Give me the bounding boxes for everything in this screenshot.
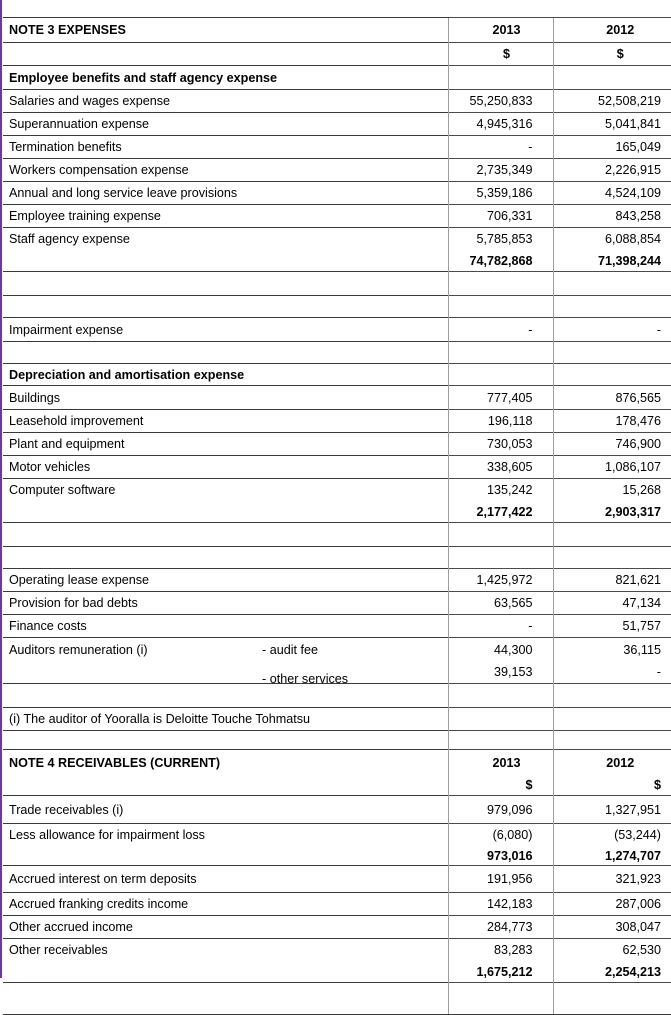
note4-currency-row: [3, 776, 671, 796]
table-row: [3, 456, 671, 479]
subtotal-2012: 1,274,707: [553, 847, 671, 866]
row-label: Leasehold improvement: [3, 410, 448, 433]
note4-title: NOTE 4 RECEIVABLES (CURRENT): [3, 750, 448, 776]
value-2013: 191,956: [448, 866, 553, 893]
spacer-row: [3, 731, 671, 750]
value-2012: 51,757: [553, 615, 671, 638]
value-2012: (53,244): [553, 824, 671, 847]
value-2013: 83,283: [448, 939, 553, 962]
financial-notes-table: [3, 17, 671, 1015]
row-label: Other accrued income: [3, 916, 448, 939]
value-2012: 287,006: [553, 893, 671, 916]
auditors-audit-fee-row: [3, 638, 671, 662]
row-label: Accrued interest on term deposits: [3, 866, 448, 893]
allowance-row: [3, 824, 671, 847]
row-label: Plant and equipment: [3, 433, 448, 456]
employee-total-2012: 71,398,244: [553, 251, 671, 272]
depreciation-total-2013: 2,177,422: [448, 502, 553, 523]
table-row: [3, 159, 671, 182]
row-label: Superannuation expense: [3, 113, 448, 136]
receivables-subtotal-row: [3, 847, 671, 866]
note3-currency-row: [3, 43, 671, 66]
value-2012: 15,268: [553, 479, 671, 502]
receivables-total-2012: 2,254,213: [553, 962, 671, 983]
row-label: Salaries and wages expense: [3, 90, 448, 113]
row-label: Motor vehicles: [3, 456, 448, 479]
value-2013: 979,096: [448, 796, 553, 824]
audit-fee-2012: 36,115: [553, 638, 671, 662]
note3-title: NOTE 3 EXPENSES: [3, 18, 448, 43]
page-left-accent-bar: [0, 0, 2, 978]
value-2013: 135,242: [448, 479, 553, 502]
row-label: Accrued franking credits income: [3, 893, 448, 916]
row-label: Staff agency expense: [3, 228, 448, 251]
spacer-row: [3, 983, 671, 1015]
value-2012: 321,923: [553, 866, 671, 893]
value-2013: 4,945,316: [448, 113, 553, 136]
value-2012: 2,226,915: [553, 159, 671, 182]
value-2013: -: [448, 318, 553, 342]
note3-header-row: [3, 18, 671, 43]
table-row: [3, 113, 671, 136]
value-2013: 730,053: [448, 433, 553, 456]
trade-receivables-row: [3, 796, 671, 824]
footnote-row: [3, 708, 671, 731]
table-row: [3, 479, 671, 502]
impairment-row: [3, 318, 671, 342]
row-label: Employee training expense: [3, 205, 448, 228]
note4-col-2013: 2013: [492, 755, 521, 770]
spacer-row: [3, 684, 671, 708]
row-label: Computer software: [3, 479, 448, 502]
row-label: Impairment expense: [3, 318, 448, 342]
value-2013: 55,250,833: [448, 90, 553, 113]
note3-col-2013: 2013: [492, 23, 521, 37]
value-2013: 777,405: [448, 386, 553, 410]
value-2012: 4,524,109: [553, 182, 671, 205]
table-row: [3, 866, 671, 893]
auditors-other-services-row: [3, 662, 671, 684]
value-2013: 706,331: [448, 205, 553, 228]
note4-currency-2012: $: [553, 776, 671, 796]
row-label: Workers compensation expense: [3, 159, 448, 182]
value-2013: 5,359,186: [448, 182, 553, 205]
employee-heading-row: [3, 66, 671, 90]
row-label: Finance costs: [3, 615, 448, 638]
value-2013: 338,605: [448, 456, 553, 479]
value-2012: 52,508,219: [553, 90, 671, 113]
spacer-row: [3, 296, 671, 318]
note3-currency-2012: $: [616, 47, 624, 61]
table-row: [3, 939, 671, 962]
depreciation-heading: Depreciation and amortisation expense: [3, 364, 448, 386]
receivables-total-2013: 1,675,212: [448, 962, 553, 983]
employee-total-row: [3, 251, 671, 272]
auditor-footnote: (i) The auditor of Yooralla is Deloitte Touche Tohmatsu: [3, 708, 448, 731]
value-2012: 1,327,951: [553, 796, 671, 824]
value-2013: -: [448, 136, 553, 159]
value-2013: 142,183: [448, 893, 553, 916]
note4-col-2012: 2012: [606, 755, 635, 770]
value-2013: (6,080): [448, 824, 553, 847]
row-label: Less allowance for impairment loss: [3, 824, 448, 847]
note3-col-2012: 2012: [606, 23, 635, 37]
note4-currency-2013: $: [448, 776, 553, 796]
row-label: Buildings: [3, 386, 448, 410]
note4-header-row: [3, 750, 671, 776]
value-2013: 5,785,853: [448, 228, 553, 251]
value-2012: 821,621: [553, 569, 671, 592]
row-label: Annual and long service leave provisions: [3, 182, 448, 205]
spacer-row: [3, 342, 671, 364]
row-label: Provision for bad debts: [3, 592, 448, 615]
value-2012: 47,134: [553, 592, 671, 615]
value-2012: 6,088,854: [553, 228, 671, 251]
note3-currency-2013: $: [502, 47, 510, 61]
value-2012: 178,476: [553, 410, 671, 433]
spacer-row: [3, 272, 671, 296]
subtotal-2013: 973,016: [448, 847, 553, 866]
table-row: [3, 182, 671, 205]
depreciation-heading-row: [3, 364, 671, 386]
value-2013: -: [448, 615, 553, 638]
value-2012: 62,530: [553, 939, 671, 962]
other-services-2012: -: [553, 662, 671, 684]
table-row: [3, 228, 671, 251]
other-services-2013: 39,153: [448, 662, 553, 684]
table-row: [3, 893, 671, 916]
value-2012: 746,900: [553, 433, 671, 456]
value-2013: 196,118: [448, 410, 553, 433]
value-2012: 1,086,107: [553, 456, 671, 479]
depreciation-total-row: [3, 502, 671, 523]
row-label: Trade receivables (i): [3, 796, 448, 824]
auditors-label: Auditors remuneration (i): [9, 642, 148, 657]
spacer-row: [3, 547, 671, 569]
table-row: [3, 592, 671, 615]
depreciation-total-2012: 2,903,317: [553, 502, 671, 523]
value-2013: 284,773: [448, 916, 553, 939]
table-row: [3, 90, 671, 113]
value-2012: 308,047: [553, 916, 671, 939]
value-2012: 165,049: [553, 136, 671, 159]
value-2012: -: [553, 318, 671, 342]
receivables-total-row: [3, 962, 671, 983]
value-2013: 63,565: [448, 592, 553, 615]
table-row: [3, 569, 671, 592]
spacer-row: [3, 523, 671, 547]
row-label: Other receivables: [3, 939, 448, 962]
value-2012: 5,041,841: [553, 113, 671, 136]
table-row: [3, 386, 671, 410]
other-services-label: - other services: [262, 672, 349, 687]
table-row: [3, 136, 671, 159]
row-label: Termination benefits: [3, 136, 448, 159]
row-label: Operating lease expense: [3, 569, 448, 592]
value-2013: 2,735,349: [448, 159, 553, 182]
value-2013: 1,425,972: [448, 569, 553, 592]
table-row: [3, 615, 671, 638]
table-row: [3, 205, 671, 228]
table-row: [3, 410, 671, 433]
value-2012: 876,565: [553, 386, 671, 410]
audit-fee-label: - audit fee: [262, 642, 319, 657]
employee-total-2013: 74,782,868: [448, 251, 553, 272]
audit-fee-2013: 44,300: [448, 638, 553, 662]
table-row: [3, 433, 671, 456]
table-row: [3, 916, 671, 939]
employee-heading: Employee benefits and staff agency expense: [3, 66, 448, 90]
value-2012: 843,258: [553, 205, 671, 228]
